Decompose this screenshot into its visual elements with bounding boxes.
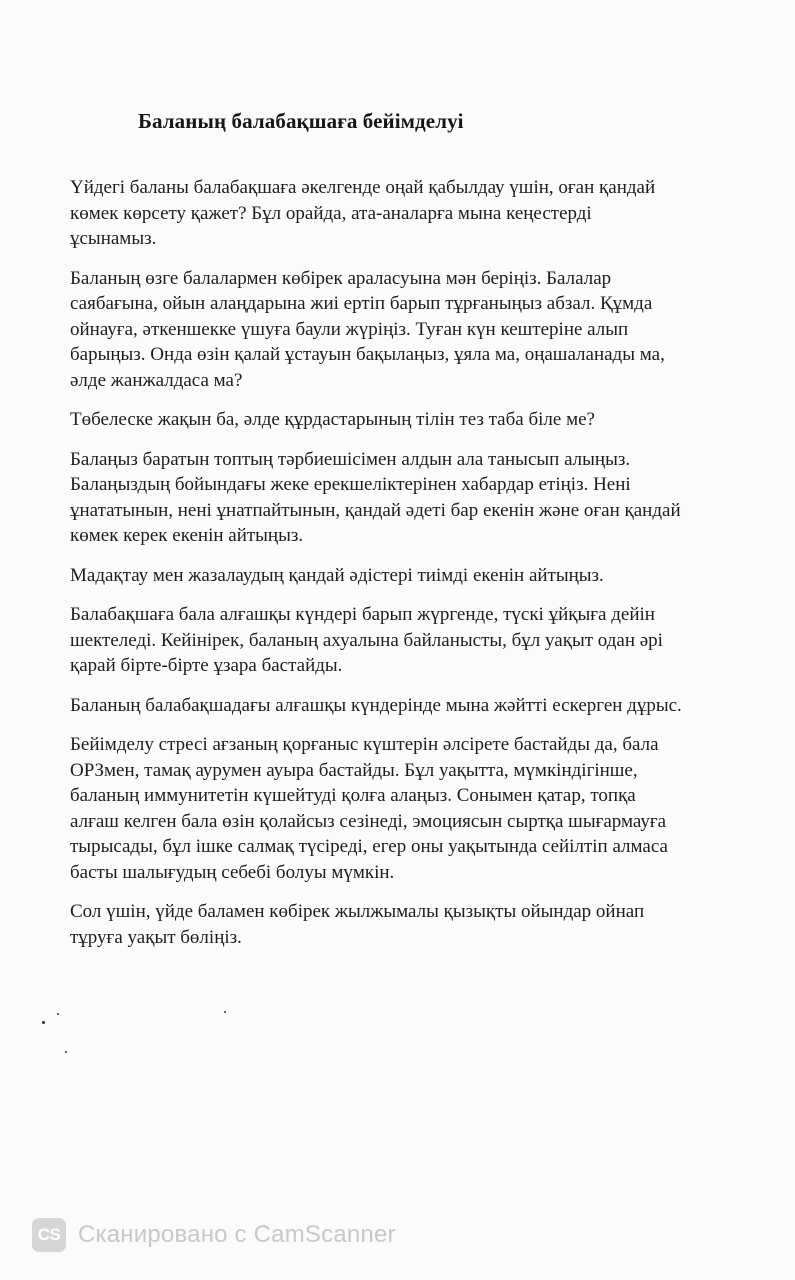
camscanner-watermark — [32, 1216, 396, 1254]
scan-speck — [224, 1011, 226, 1013]
text-line: баланың иммунитетін күшейтуді қолға алаңыз. Сонымен қатар, топқа — [70, 785, 636, 806]
text-line: Балаңыздың бойындағы жеке ерекшеліктерінен хабардар етіңіз. Нені — [70, 474, 631, 495]
text-line: ОРЗмен, тамақ аурумен ауыра бастайды. Бұл уақытта, мүмкіндігінше, — [70, 759, 638, 781]
text-line: тырысады, бұл ішке салмақ түсіреді, егер оны уақытында сейілтіп алмаса — [70, 836, 668, 857]
text-line: Мадақтау мен жазалаудың қандай әдістері тиімді екенін айтыңыз. — [70, 564, 604, 586]
text-line: Төбелеске жақын ба, әлде құрдастарының тілін тез таба біле ме? — [70, 409, 595, 430]
text-line: барыңыз. Онда өзін қалай ұстауын бақылаңыз, ұяла ма, оңашаланады ма, — [70, 344, 665, 365]
watermark-text: Сканировано с CamScanner — [78, 1221, 396, 1248]
text-line: Баланың өзге балалармен көбірек араласуына мән беріңіз. Балалар — [70, 267, 612, 289]
camscanner-logo-icon: CS — [32, 1218, 66, 1252]
text-line: басты шалығудың себебі болуы мүмкін. — [70, 861, 395, 883]
text-line: шектеледі. Кейінірек, баланың ахуалына байланысты, бұл уақыт одан әрі — [70, 629, 663, 651]
scan-speck — [57, 1013, 59, 1015]
text-line: қарай бірте-бірте ұзара бастайды. — [70, 655, 343, 676]
paragraph — [70, 732, 740, 885]
text-line: саябағына, ойын алаңдарына жиі ертіп барып тұрғаныңыз абзал. Құмда — [70, 293, 653, 314]
document-title: Баланың балабақшаға бейімделуі — [138, 109, 464, 133]
text-line: әлде жанжалдаса ма? — [70, 369, 243, 391]
paragraph — [70, 693, 740, 719]
text-line: тұруға уақыт бөліңіз. — [70, 926, 242, 948]
paragraph — [70, 602, 740, 679]
paragraph — [70, 899, 740, 950]
text-line: алғаш келген бала өзін қолайсыз сезінеді, эмоциясын сыртқа шығармауға — [70, 810, 667, 832]
scan-speck — [65, 1051, 67, 1053]
paragraph — [70, 563, 740, 589]
document-body — [70, 175, 740, 964]
text-line: көмек көрсету қажет? Бұл орайда, ата-аналарға мына кеңестерді — [70, 202, 592, 224]
text-line: ойнауға, әткеншекке үшуға баули жүріңіз. Туған күн кештеріне алып — [70, 318, 629, 340]
scan-speck — [42, 1021, 45, 1024]
text-line: көмек керек екенін айтыңыз. — [70, 525, 304, 546]
paragraph — [70, 266, 740, 394]
text-line: Баланың балабақшадағы алғашқы күндерінде мына жәйтті ескерген дұрыс. — [70, 694, 682, 716]
text-line: ұсынамыз. — [70, 228, 157, 249]
paragraph — [70, 407, 740, 433]
text-line: Үйдегі баланы балабақшаға әкелгенде оңай қабылдау үшін, оған қандай — [70, 177, 656, 198]
text-line: ұнататынын, нені ұнатпайтынын, қандай әдеті бар екенін және оған қандай — [70, 499, 681, 521]
paragraph — [70, 447, 740, 549]
text-line: Бейімделу стресі ағзаның қорғаныс күштерін әлсірете бастайды да, бала — [70, 734, 659, 755]
text-line: Балабақшаға бала алғашқы күндері барып жүргенде, түскі ұйқыға дейін — [70, 604, 655, 625]
paragraph — [70, 175, 740, 252]
text-line: Сол үшін, үйде баламен көбірек жылжымалы қызықты ойындар ойнап — [70, 901, 645, 922]
text-line: Балаңыз баратын топтың тәрбиешісімен алдын ала танысып алыңыз. — [70, 448, 631, 470]
